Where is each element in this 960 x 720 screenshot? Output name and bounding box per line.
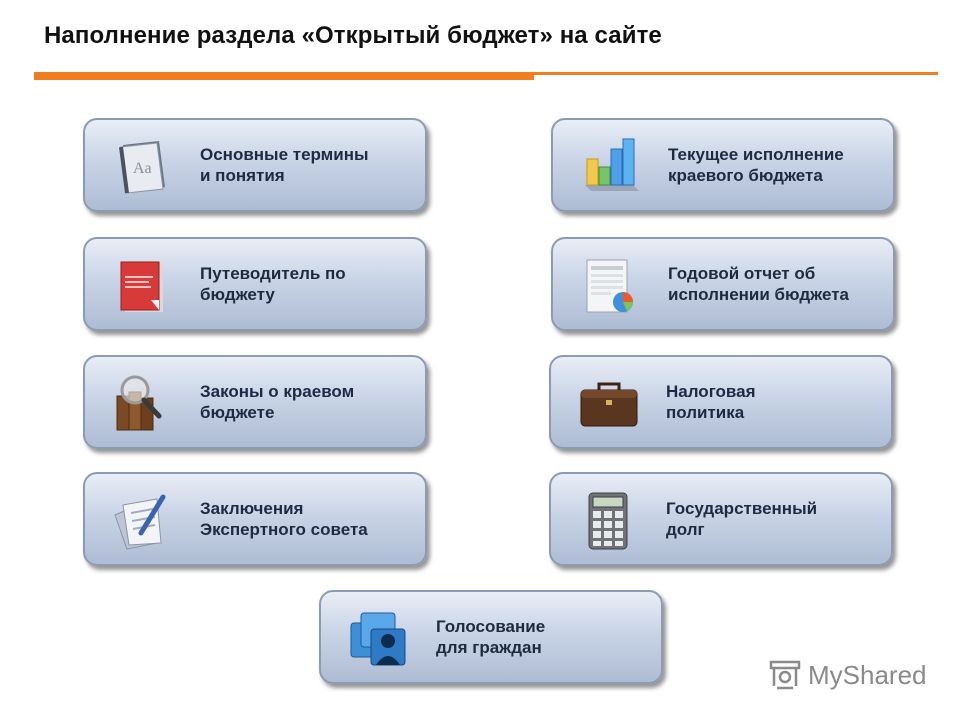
watermark-text: MyShared <box>808 659 927 690</box>
page-title: Наполнение раздела «Открытый бюджет» на сайте <box>44 22 662 49</box>
card-budget-laws[interactable] <box>83 355 427 449</box>
card-current-execution[interactable] <box>551 118 895 212</box>
card-label: Государственный долг <box>666 499 818 539</box>
card-label: Основные термины и понятия <box>200 145 369 185</box>
card-label: Законы о краевом бюджете <box>200 382 355 422</box>
myshared-logo-icon <box>768 658 802 692</box>
report-pie-chart-icon <box>581 256 641 316</box>
svg-text:Aa: Aa <box>133 160 152 177</box>
card-citizen-voting[interactable] <box>319 590 663 684</box>
card-label: Текущее исполнение краевого бюджета <box>668 145 844 185</box>
briefcase-icon <box>579 374 639 434</box>
card-basic-terms[interactable] <box>83 118 427 212</box>
card-label: Заключения Экспертного совета <box>200 499 368 539</box>
dictionary-book-icon <box>113 137 173 197</box>
card-expert-conclusions[interactable] <box>83 472 427 566</box>
myshared-watermark <box>768 655 927 695</box>
guidebook-icon <box>113 256 173 316</box>
card-label: Голосование для граждан <box>436 617 546 657</box>
card-tax-policy[interactable] <box>549 355 893 449</box>
title-underline-accent <box>34 72 534 80</box>
card-label: Налоговая политика <box>666 382 756 422</box>
card-public-debt[interactable] <box>549 472 893 566</box>
card-label: Годовой отчет об исполнении бюджета <box>668 264 849 304</box>
books-magnifier-icon <box>113 374 173 434</box>
calculator-icon <box>579 491 639 551</box>
card-budget-guide[interactable] <box>83 237 427 331</box>
documents-pen-icon <box>113 491 173 551</box>
users-group-icon <box>349 609 409 669</box>
card-annual-report[interactable] <box>551 237 895 331</box>
card-label: Путеводитель по бюджету <box>200 264 346 304</box>
bar-chart-icon <box>581 137 641 197</box>
